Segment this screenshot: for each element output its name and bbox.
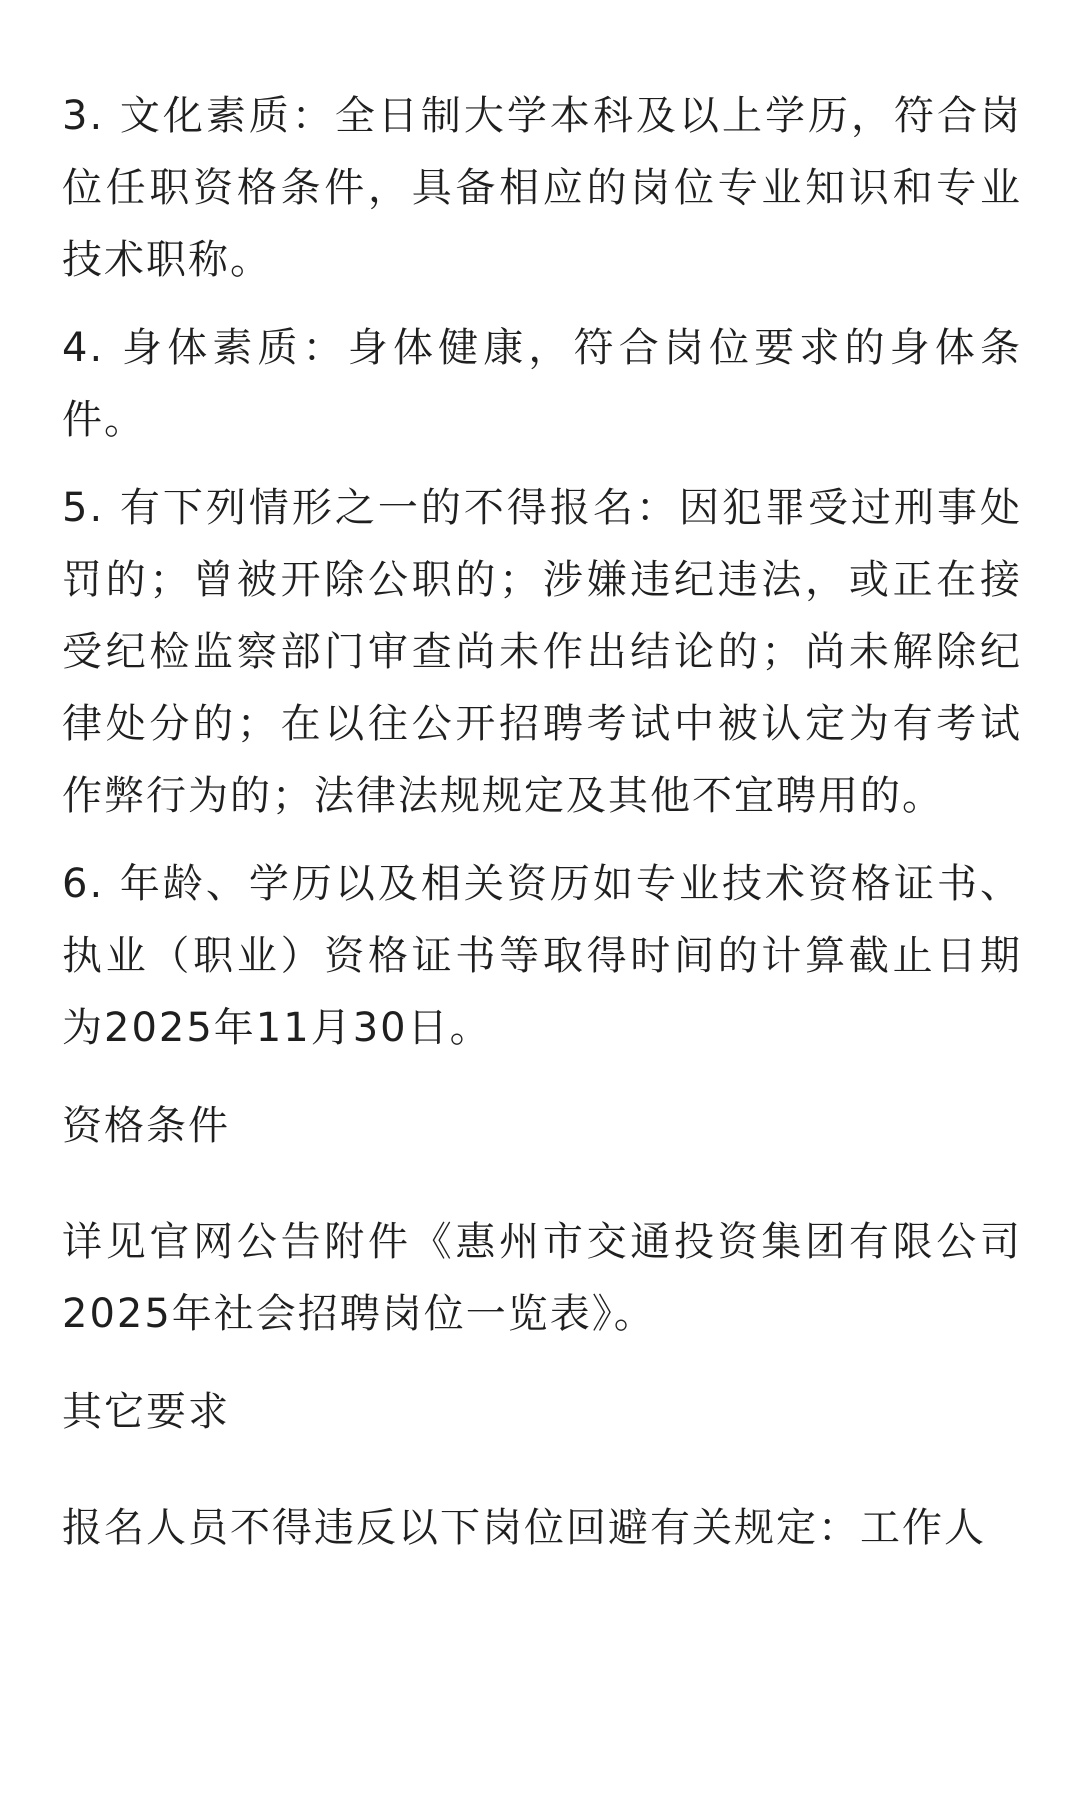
- requirement-disqualifications: 5. 有下列情形之一的不得报名：因犯罪受过刑事处罚的；曾被开除公职的；涉嫌违纪违法，或正在接受纪检监察部门审查尚未作出结论的；尚未解除纪律处分的；在以往公开招聘考试中被认定为有考试作弊行为的；法律法规规定及其他不宜聘用的。: [62, 485, 1022, 819]
- qualifications-detail: 详见官网公告附件《惠州市交通投资集团有限公司2025年社会招聘岗位一览表》。: [62, 1219, 1022, 1337]
- requirement-health: 4. 身体素质：身体健康，符合岗位要求的身体条件。: [62, 325, 1022, 443]
- section-title-other-requirements: 其它要求: [62, 1389, 230, 1435]
- article-body: [62, 80, 1022, 1580]
- section-title-qualifications: 资格条件: [62, 1103, 230, 1149]
- requirement-education: 3. 文化素质：全日制大学本科及以上学历，符合岗位任职资格条件，具备相应的岗位专业知识和专业技术职称。: [62, 93, 1022, 283]
- other-requirements-detail: 报名人员不得违反以下岗位回避有关规定：工作人: [62, 1505, 986, 1551]
- requirement-date-cutoff: 6. 年龄、学历以及相关资历如专业技术资格证书、执业（职业）资格证书等取得时间的计算截止日期为2025年11月30日。: [62, 861, 1022, 1051]
